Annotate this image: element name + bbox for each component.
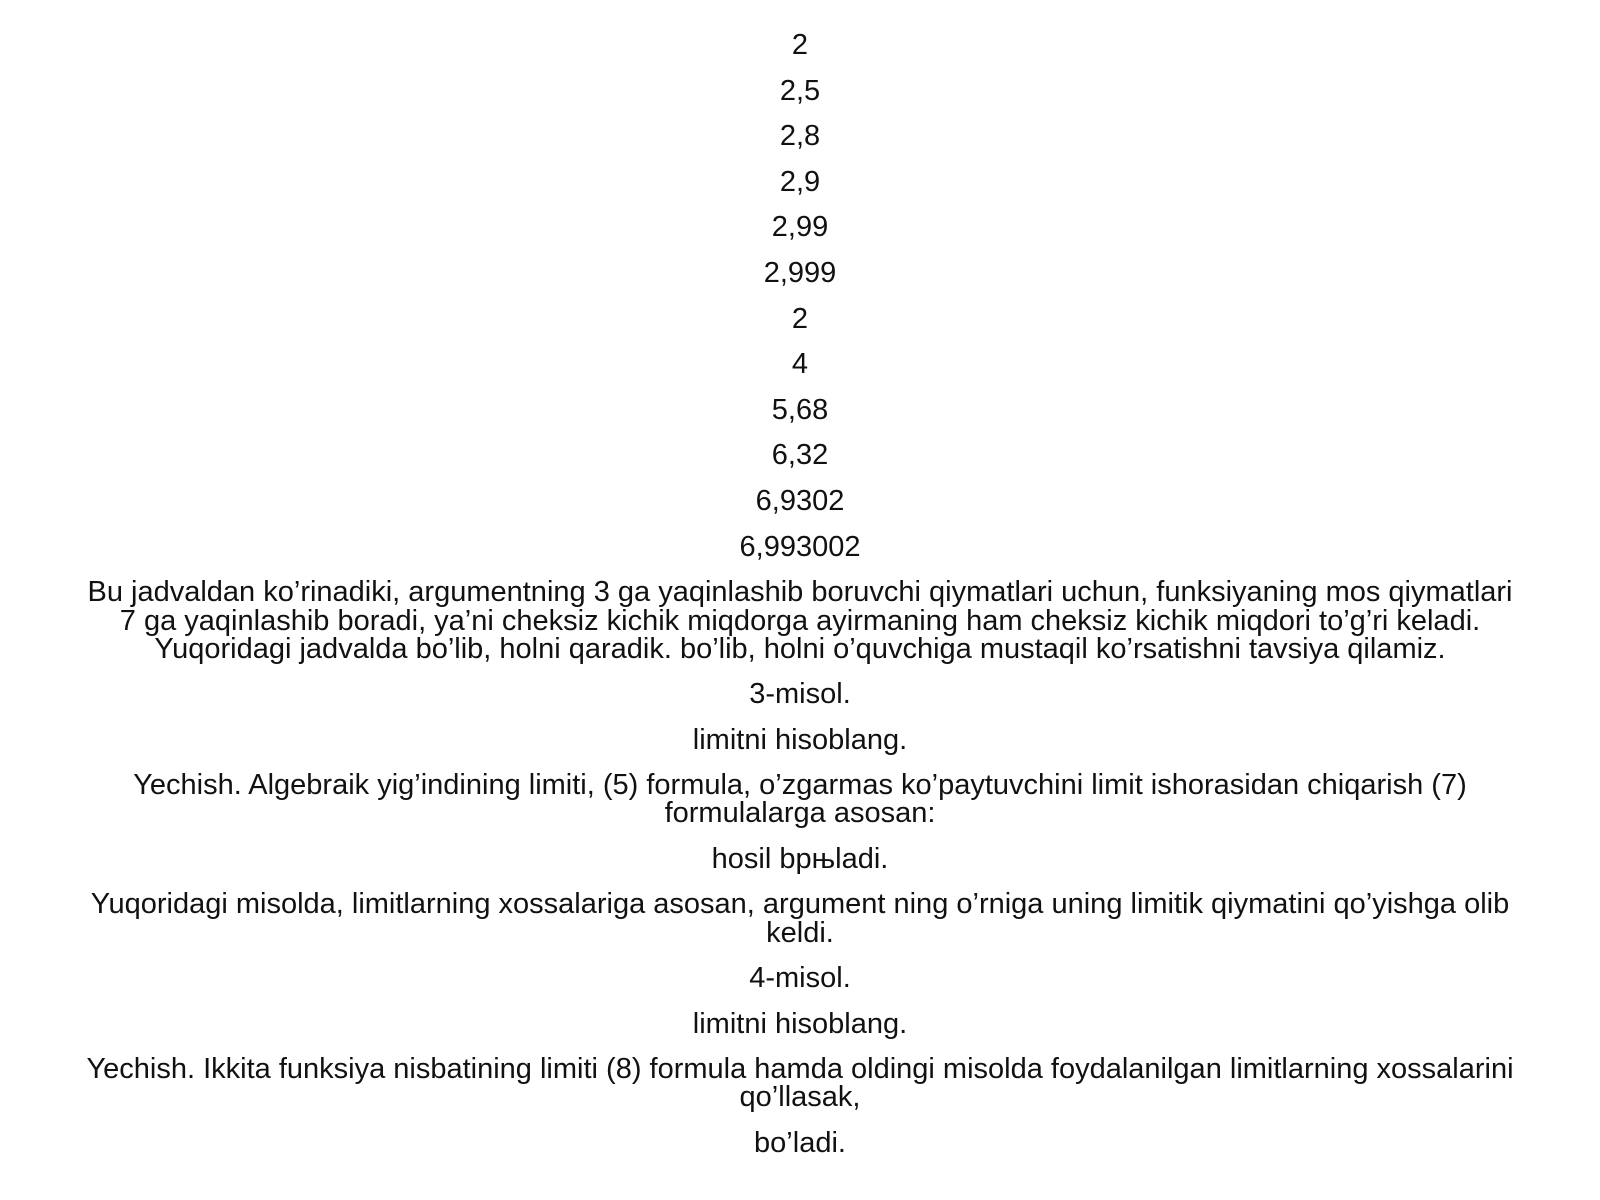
table-value: 4 <box>791 348 809 380</box>
paragraph-line: Yuqoridagi jadvalda bo’lib, holni qaradik. bo’lib, holni o’quvchiga mustaqil ko’rsatishni tavsiya qilamiz. <box>154 633 1446 665</box>
table-value: 2 <box>791 303 809 335</box>
paragraph-line: Yechish. Ikkita funksiya nisbatining limiti (8) formula hamda oldingi misolda foydalanilgan limitlarning xossalarini <box>86 1053 1514 1085</box>
table-value: 5,68 <box>771 394 829 426</box>
paragraph-line: Yechish. Algebraik yig’indining limiti, (5) formula, o’zgarmas ko’paytuvchini limit ishorasidan chiqarish (7) <box>133 769 1467 801</box>
example-task: limitni hisoblang. <box>692 1008 908 1040</box>
example-title: 4-misol. <box>749 962 851 994</box>
table-value: 2,99 <box>771 211 829 243</box>
table-value: 6,9302 <box>755 485 845 517</box>
table-value: 2 <box>791 29 809 61</box>
paragraph-line: Yuqoridagi misolda, limitlarning xossalariga asosan, argument ning o’rniga uning limitik qiymatini qo’yishga olib <box>90 888 1510 920</box>
result-line: bo’ladi. <box>754 1127 846 1159</box>
table-value: 2,9 <box>779 166 821 198</box>
table-value: 6,993002 <box>739 531 861 563</box>
table-value: 2,5 <box>779 75 821 107</box>
paragraph-line: qo’llasak, <box>739 1081 861 1113</box>
paragraph-line: 7 ga yaqinlashib boradi, ya’ni cheksiz kichik miqdorga ayirmaning ham cheksiz kichik miqdori to’g’ri keladi. <box>119 605 1481 637</box>
example-title: 3-misol. <box>749 678 851 710</box>
table-value: 6,32 <box>771 439 829 471</box>
example-task: limitni hisoblang. <box>692 724 908 756</box>
table-value: 2,999 <box>763 257 837 289</box>
paragraph-line: formulalarga asosan: <box>664 797 936 829</box>
paragraph-line: Bu jadvaldan ko’rinadiki, argumentning 3 ga yaqinlashib boruvchi qiymatlari uchun, funksiyaning mos qiymatlari <box>87 576 1513 608</box>
result-line: hosil bрњladi. <box>711 843 889 875</box>
table-value: 2,8 <box>779 120 821 152</box>
paragraph-line: keldi. <box>766 917 834 949</box>
